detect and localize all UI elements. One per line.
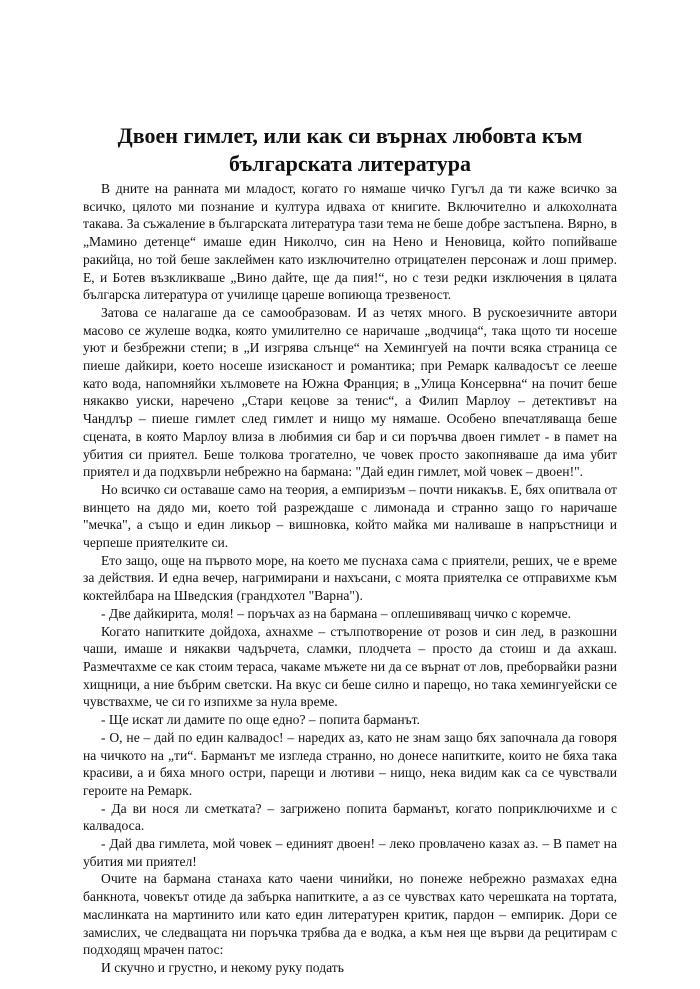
paragraph: В дните на ранната ми младост, когато го нямаше чичко Гугъл да ти каже всичко за всичко, цялото ми познание и култура идваха от книгите. Включително и алкохолната такава. За съжаление в българската литература тази тема не беше добре застъпена. Вярно, в „Мамино детенце“ имаше един Николчо, син на Нено и Неновица, който попийваше ракийца, но той беше заклеймен като изключително отрицателен персонаж и лош пример. Е, и Ботев възкликваше „Вино дайте, ще да пия!“, но с тези редки изключения в цялата българска литература от училище цареше вопиюща трезвеност. <box>83 181 617 303</box>
paragraph: Когато напитките дойдоха, ахнахме – стълпотворение от розов и син лед, в разкошни чаши, имаше и някакви чадърчета, сламки, плодчета – просто да стоиш и да ахкаш. Размечтахме се как стоим тераса, чакаме мъжете ни да се върнат от лов, преборвайки разни хищници, а ние бъбрим светски. На вкус си беше силно и парещо, но така хемингуейски се чувствахме, че си го изпихме за нула време. <box>83 623 617 710</box>
paragraph: - Две дайкирита, моля! – поръчах аз на бармана – оплешивяващ чичко с коремче. <box>101 605 572 621</box>
paragraph: Затова се налагаше да се самообразовам. И аз четях много. В рускоезичните автори масово се жулеше водка, която умилително се наричаше „водчица“, така щото ти носеше уют и безбрежни степи; в „И изгрява слънце“ на Хемингуей на почти всяка страница се пиеше дайкири, което носеше изисканост и романтика; при Ремарк калвадосът се лееше като вода, напомняйки хълмовете на Южна Франция; в „Улица Консервна“ на почит беше някакво уиски, наречено „Стари кецове за тенис“, а Филип Марлоу – детективът на Чандлър – пиеше гимлет след гимлет и нищо му нямаше. Особено впечатляваща беше сцената, в която Марлоу влиза в любимия си бар и си поръчва двоен гимлет - в памет на убития си приятел. Беше толкова трогателно, че човек просто закопняваше да има убит приятел и да подхвърли небрежно на бармана: "Дай един гимлет, мой човек – двоен!". <box>83 304 617 480</box>
paragraph: - Ще искат ли дамите по още едно? – попита барманът. <box>101 712 420 728</box>
page-title <box>60 122 640 178</box>
paragraph: И скучно и грустно, и некому руку подать <box>101 959 344 975</box>
title-line-1: Двоен гимлет, или как си върнах любовта към <box>117 123 583 148</box>
paragraph: - О, не – дай по един калвадос! – наредих аз, като не знам защо бях започнала да говоря на чичкото на „ти“. Барманът ме изгледа странно, но донесе напитките, които не бяха така красиви, а и бяха много остри, парещи и лютиви – нищо, нека видим как са се чувствали героите на Ремарк. <box>83 729 617 798</box>
paragraph: Очите на бармана станаха като чаени чинийки, но понеже небрежно размахах една банкнота, човекът отиде да забърка напитките, а аз се чувствах като черешката на тортата, маслинката на мартинито или като един литературен критик, пардон – емпирик. Дори се замислих, че следващата ни поръчка трябва да е водка, а към нея ще върви да рецитирам с подходящ мрачен патос: <box>83 871 617 958</box>
paragraph: Ето защо, още на първото море, на което ме пуснаха сама с приятели, реших, че е време за действия. И една вечер, нагримирани и нахъсани, с моята приятелка се отправихме към коктейлбара на Шведския (грандхотел "Варна"). <box>83 552 617 604</box>
title-line-2: българската литература <box>229 151 471 176</box>
paragraph: - Дай два гимлета, мой човек – единият двоен! – леко провлачено казах аз. – В памет на убития ми приятел! <box>83 836 617 869</box>
body-text <box>83 180 617 977</box>
paragraph: Но всичко си оставаше само на теория, а емпиризъм – почти никакъв. Е, бях опитвала от винцето на дядо ми, което той разреждаше с лимонада и странно защо го наричаше "мечка", а също и един ликьор – вишновка, който майка ми наливаше в напръстници и черпеше приятелките си. <box>83 481 617 551</box>
paragraph: - Да ви нося ли сметката? – загрижено попита барманът, когато поприключихме и с калвадоса. <box>83 800 617 834</box>
